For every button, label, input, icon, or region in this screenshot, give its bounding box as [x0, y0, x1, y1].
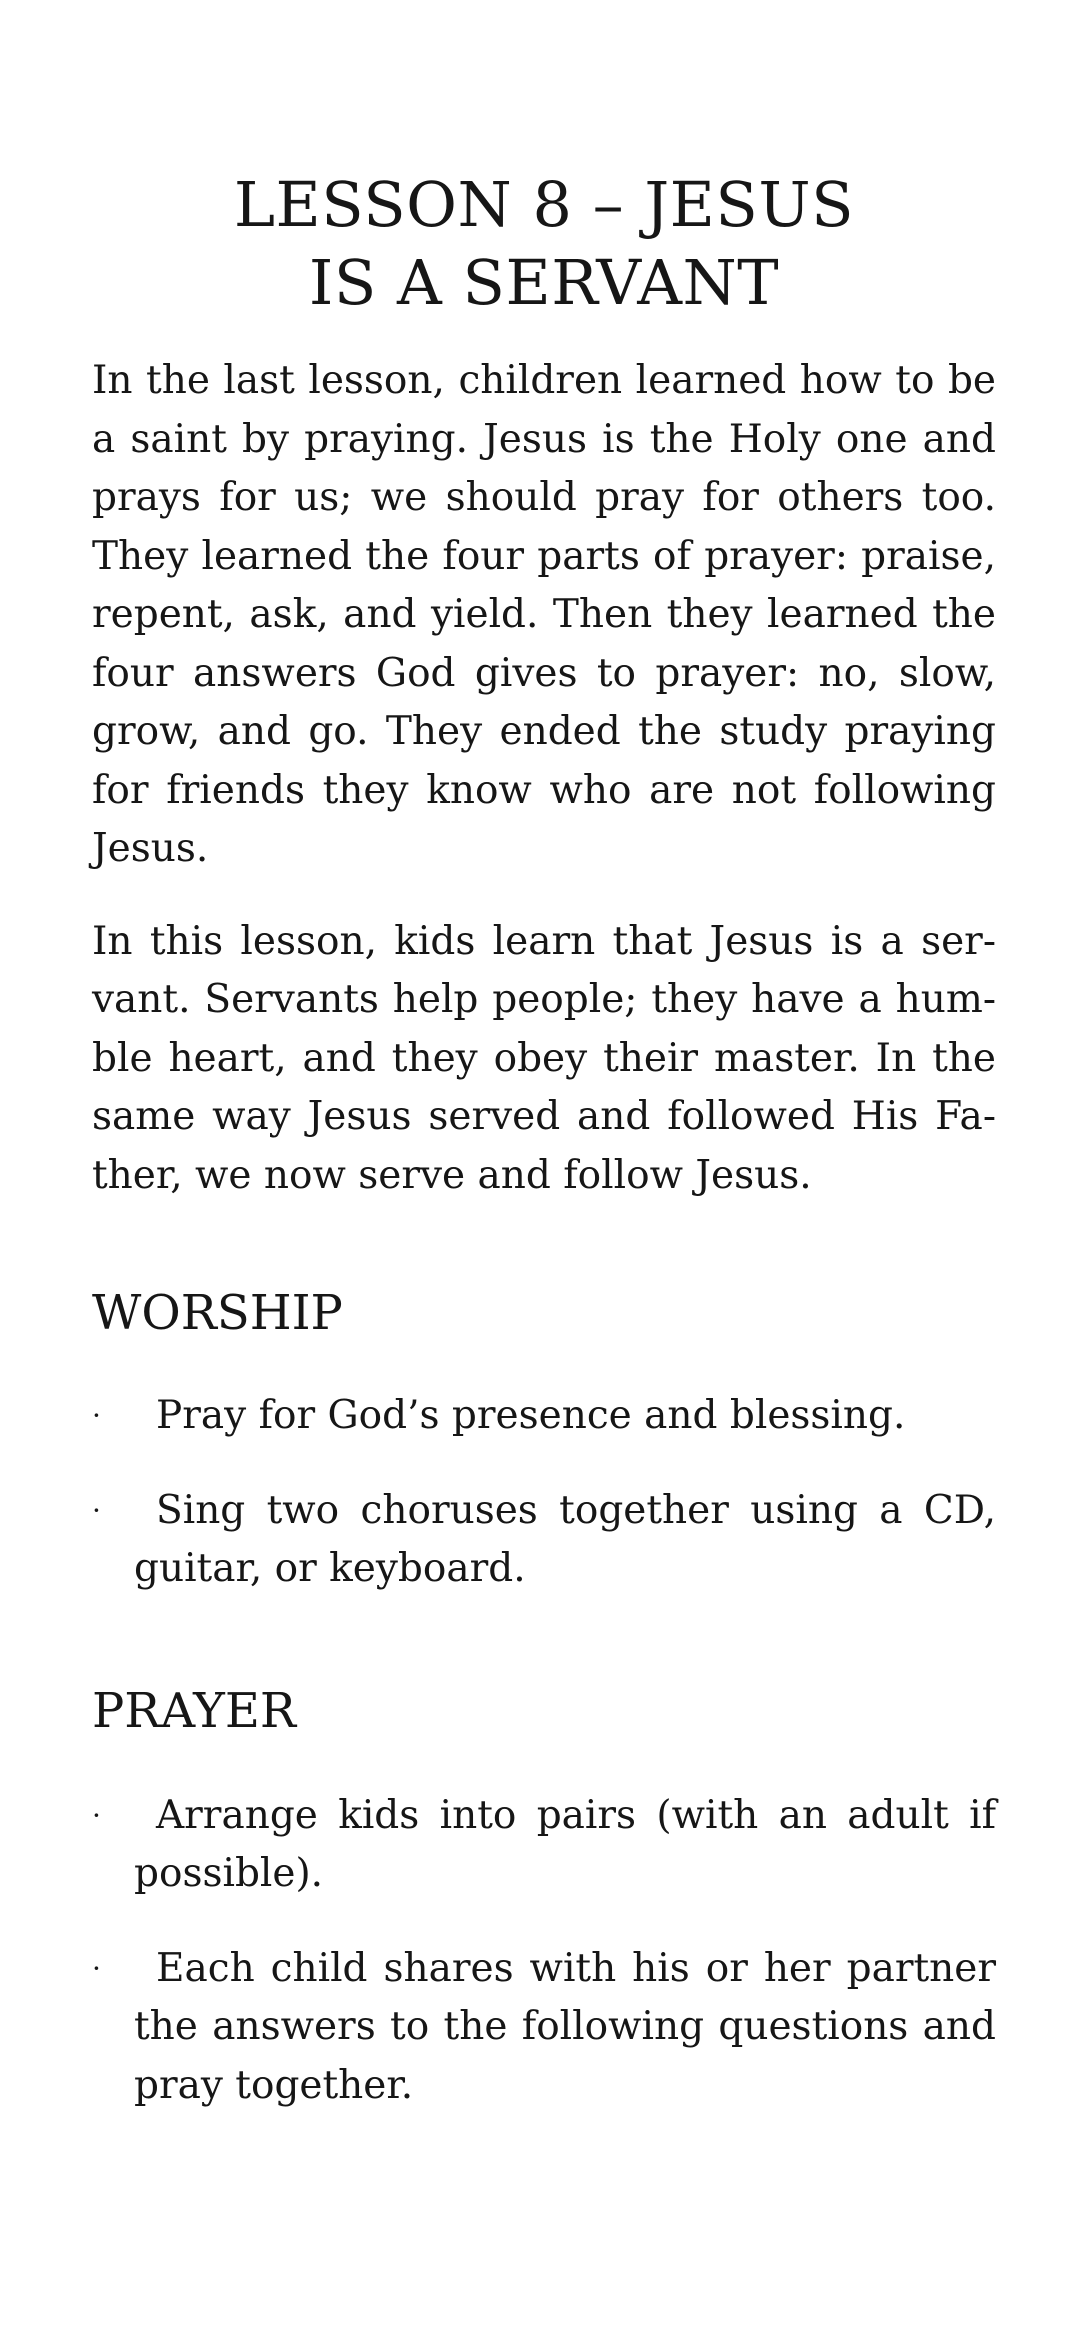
list-item — [92, 1482, 996, 1599]
lesson-title-line-1: LESSON 8 – JESUS — [233, 168, 855, 241]
intro-paragraph-2: In this lesson, kids learn that Jesus is a servant. Servants help people; they have a humble heart, and they obey their master. In the same way Jesus served and followed His Father, we now serve and follow Jesus. — [92, 918, 996, 1198]
intro-paragraph-1: In the last lesson, children learned how to be a saint by praying. Jesus is the Holy one and prays for us; we should pray for others too. They learned the four parts of prayer: praise, repent, ask, and yield. Then they learned the four answers God gives to prayer: no, slow, grow, and go. They ended the study praying for friends they know who are not following Jesus. — [92, 358, 996, 871]
lesson-title — [92, 166, 996, 322]
list-item — [92, 1940, 996, 2116]
prayer-list — [92, 1787, 996, 2116]
lesson-title-line-2: IS A SERVANT — [308, 246, 780, 319]
list-item-text: Each child shares with his or her partner the answers to the following questions and pray together. — [134, 1945, 996, 2108]
list-item — [92, 1787, 996, 1904]
list-item-text: Pray for God’s presence and blessing. — [156, 1393, 906, 1438]
document-page — [92, 0, 996, 2151]
bullet-icon: · — [92, 1493, 101, 1527]
bullet-icon: · — [92, 1798, 101, 1832]
bullet-icon: · — [92, 1951, 101, 1985]
prayer-heading: PRAYER — [92, 1682, 297, 1739]
list-item — [92, 1387, 996, 1446]
list-item-text: Sing two choruses together using a CD, guitar, or keyboard. — [134, 1487, 996, 1591]
bullet-icon: · — [92, 1399, 101, 1432]
worship-heading: WORSHIP — [92, 1285, 343, 1341]
list-item-text: Arrange kids into pairs (with an adult if possible). — [134, 1792, 996, 1896]
worship-list — [92, 1387, 996, 1599]
